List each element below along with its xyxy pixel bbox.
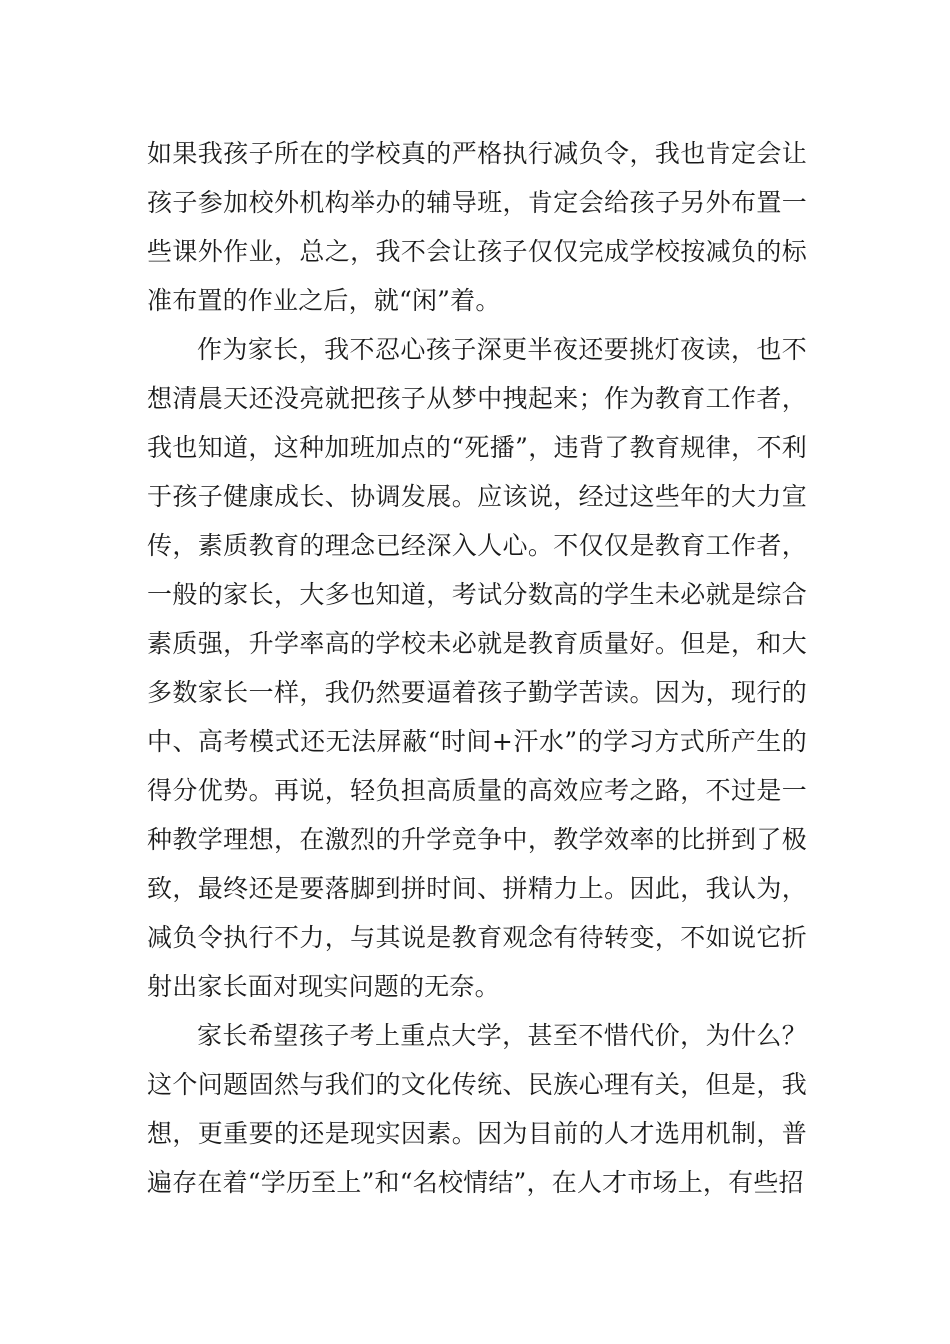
paragraph-1: 如果我孩子所在的学校真的严格执行减负令，我也肯定会让孩子参加校外机构举办的辅导班，肯定会给孩子另外布置一些课外作业，总之，我不会让孩子仅仅完成学校按减负的标准布置的作业之后，就“闲”着。 [147, 139, 807, 315]
paragraph-2: 作为家长，我不忍心孩子深更半夜还要挑灯夜读，也不想清晨天还没亮就把孩子从梦中拽起来；作为教育工作者，我也知道，这种加班加点的“死播”，违背了教育规律，不利于孩子健康成长、协调发展。应该说，经过这些年的大力宣传，素质教育的理念已经深入人心。不仅仅是教育工作者，一般的家长，大多也知道，考试分数高的学生未必就是综合素质强，升学率高的学校未必就是教育质量好。但是，和大多数家长一样，我仍然要逼着孩子勤学苦读。因为，现行的中、高考模式还无法屏蔽“时间+汗水”的学习方式所产生的得分优势。再说，轻负担高质量的高效应考之路，不过是一种教学理想，在激烈的升学竞争中，教学效率的比拼到了极致，最终还是要落脚到拼时间、拼精力上。因此，我认为，减负令执行不力，与其说是教育观念有待转变，不如说它折射出家长面对现实问题的无奈。 [147, 335, 807, 1001]
document-body [147, 129, 807, 1207]
paragraph-3: 家长希望孩子考上重点大学，甚至不惜代价，为什么？这个问题固然与我们的文化传统、民族心理有关，但是，我想，更重要的还是现实因素。因为目前的人才选用机制，普遍存在着“学历至上”和“名校情结”，在人才市场上，有些招 [147, 1021, 807, 1197]
